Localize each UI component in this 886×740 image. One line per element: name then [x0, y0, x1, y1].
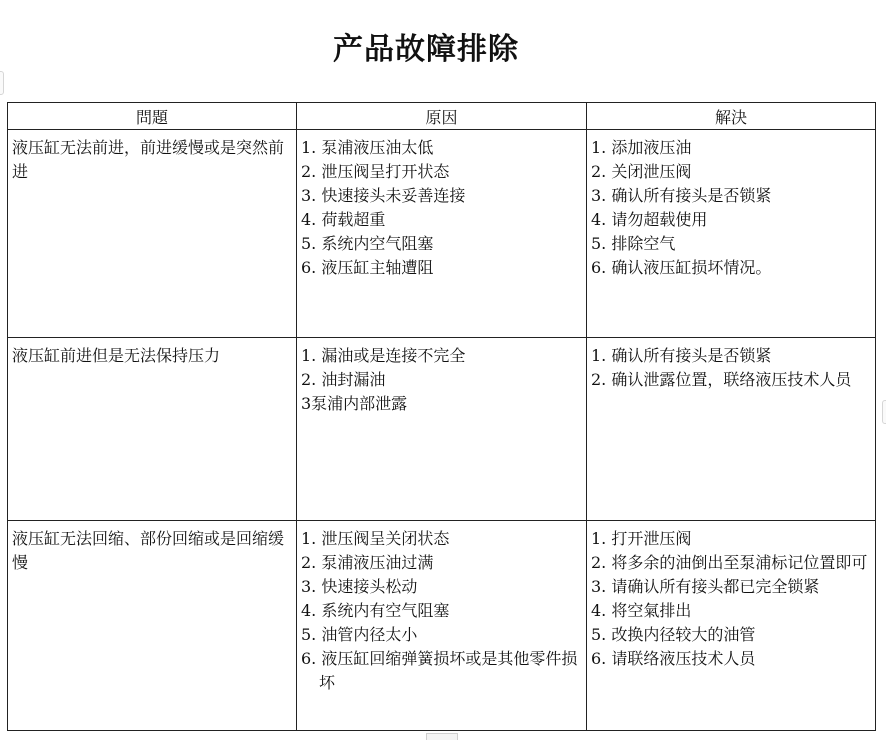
cause-item: 2. 泵浦液压油过满 [301, 553, 434, 573]
cause-item: 6. 液压缸主轴遭阻 [301, 258, 434, 277]
cause-item: 3. 快速接头未妥善连接 [301, 186, 466, 205]
cause-cell [297, 130, 587, 338]
solution-item: 1. 确认所有接头是否锁紧 [591, 345, 772, 365]
problem-cell: 液压缸无法前进，前进缓慢或是突然前进 [8, 130, 297, 338]
solution-item: 2. 关闭泄压阀 [591, 162, 692, 181]
cause-item: 4. 系统内有空气阻塞 [301, 601, 450, 621]
cause-item: 3. 快速接头松动 [301, 577, 418, 597]
header-cause: 原因 [297, 103, 587, 130]
table-row [8, 521, 876, 731]
header-solution: 解決 [587, 103, 876, 130]
cause-item: 1. 漏油或是连接不完全 [301, 345, 466, 365]
solution-cell [587, 337, 876, 521]
solution-item: 6. 请联络液压技术人员 [591, 649, 756, 669]
solution-cell [587, 130, 876, 338]
scroll-tab[interactable] [426, 733, 458, 740]
solution-item: 6. 确认液压缸损坏情况。 [591, 258, 772, 277]
cause-item: 6. 液压缸回缩弹簧损坏或是其他零件损坏 [301, 649, 578, 693]
solution-item: 3. 请确认所有接头都已完全锁紧 [591, 577, 820, 597]
cause-cell [297, 337, 587, 521]
troubleshooting-table [7, 102, 876, 731]
header-problem: 問題 [8, 103, 297, 130]
solution-item: 2. 将多余的油倒出至泵浦标记位置即可 [591, 553, 868, 573]
table-row [8, 130, 876, 338]
solution-item: 5. 改换内径较大的油管 [591, 625, 756, 645]
table-header-row [8, 103, 876, 130]
solution-item: 3. 确认所有接头是否锁紧 [591, 186, 772, 205]
cause-cell [297, 521, 587, 731]
left-edge-handle [0, 71, 4, 95]
cause-item: 2. 泄压阀呈打开状态 [301, 162, 450, 181]
solution-item: 4. 请勿超载使用 [591, 210, 708, 229]
page-title: 产品故障排除 [333, 32, 519, 68]
table-row [8, 337, 876, 521]
cause-item: 5. 系统内空气阻塞 [301, 234, 434, 253]
solution-item: 1. 打开泄压阀 [591, 529, 692, 549]
problem-cell: 液压缸无法回缩、部份回缩或是回缩缓慢 [8, 521, 297, 731]
cause-item: 1. 泵浦液压油太低 [301, 138, 434, 157]
cause-item: 2. 油封漏油 [301, 369, 386, 389]
cause-item: 5. 油管内径太小 [301, 625, 418, 645]
solution-item: 1. 添加液压油 [591, 138, 692, 157]
solution-item: 5. 排除空气 [591, 234, 676, 253]
right-edge-handle [882, 400, 886, 424]
problem-cell: 液压缸前进但是无法保持压力 [8, 337, 297, 521]
solution-item: 2. 确认泄露位置，联络液压技术人员 [591, 369, 852, 389]
cause-item: 3泵浦内部泄露 [301, 393, 408, 413]
cause-item: 1. 泄压阀呈关闭状态 [301, 529, 450, 549]
solution-cell [587, 521, 876, 731]
cause-item: 4. 荷载超重 [301, 210, 386, 229]
solution-item: 4. 将空氣排出 [591, 601, 692, 621]
